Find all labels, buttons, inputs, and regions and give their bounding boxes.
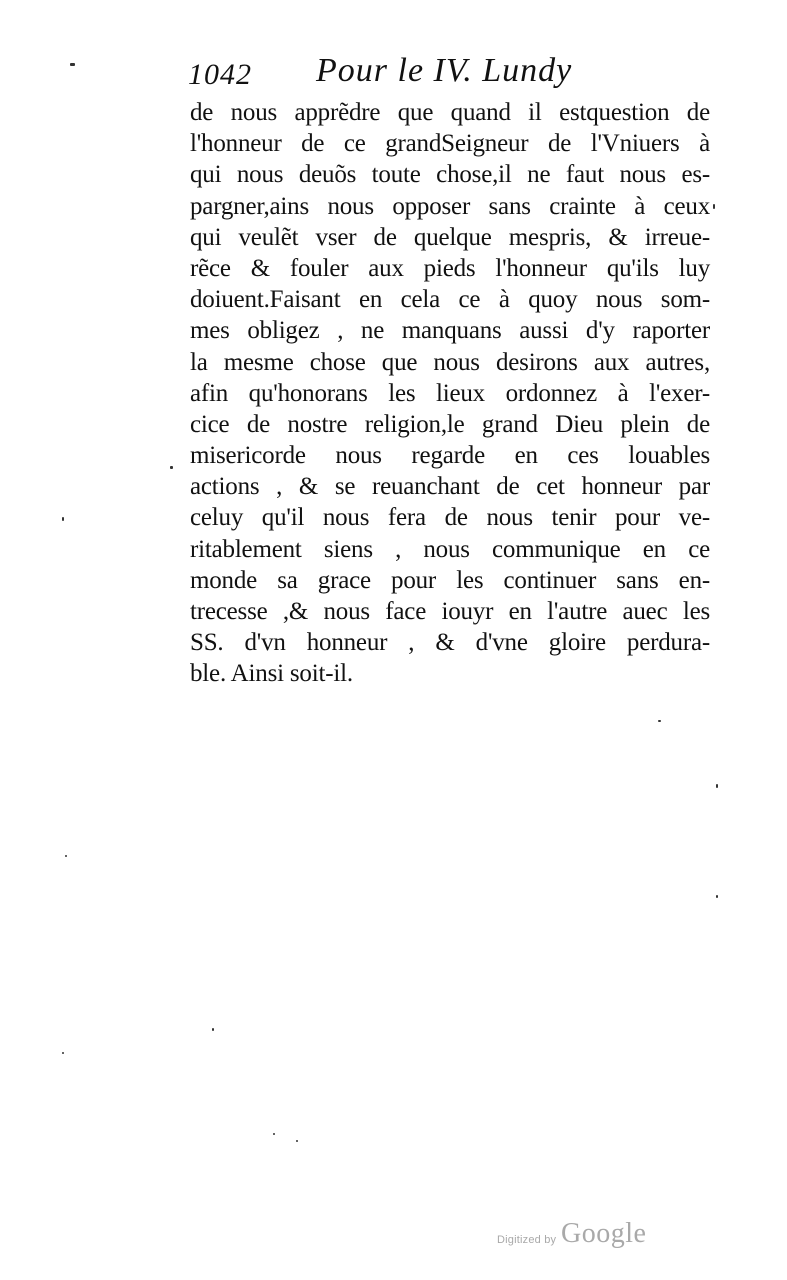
- text-line: monde sa grace pour les continuer sans en-: [190, 566, 710, 594]
- scan-speck: [70, 63, 75, 66]
- text-line: cice de nostre religion,le grand Dieu plein de: [190, 410, 710, 438]
- text-line: mes obligez , ne manquans aussi d'y raporter: [190, 317, 710, 345]
- text-line: doiuent.Faisant en cela ce à quoy nous som-: [190, 286, 710, 314]
- text-line: qui veulẽt vser de quelque mespris, & irreue-: [190, 223, 710, 251]
- scan-speck: [713, 204, 715, 209]
- scan-speck: [170, 466, 173, 469]
- scan-speck: [62, 1052, 64, 1054]
- scan-speck: [273, 1133, 275, 1135]
- text-line: actions , & se reuanchant de cet honneur par: [190, 473, 710, 501]
- body-text: [190, 97, 710, 690]
- text-line: misericorde nous regarde en ces louables: [190, 442, 710, 470]
- scan-speck: [716, 895, 718, 898]
- running-title: Pour le IV. Lundy: [316, 52, 573, 89]
- text-line: qui nous deuõs toute chose,il ne faut nous es-: [190, 161, 710, 189]
- text-line: l'honneur de ce grandSeigneur de l'Vniuers à: [190, 130, 710, 158]
- scan-speck: [658, 720, 661, 722]
- text-line: la mesme chose que nous desirons aux autres,: [190, 348, 710, 376]
- text-line: SS. d'vn honneur , & d'vne gloire perdura-: [190, 629, 710, 657]
- scan-speck: [716, 784, 718, 788]
- text-line: celuy qu'il nous fera de nous tenir pour ve-: [190, 504, 710, 532]
- digitized-watermark: [497, 1218, 667, 1258]
- text-line: pargner,ains nous opposer sans crainte à ceux: [190, 192, 710, 220]
- scan-speck: [62, 517, 64, 521]
- text-line: trecesse ,& nous face iouyr en l'autre auec les: [190, 598, 710, 625]
- text-line: rẽce & fouler aux pieds l'honneur qu'ils luy: [190, 254, 710, 282]
- google-logo: Google: [561, 1218, 647, 1249]
- scan-speck: [212, 1028, 214, 1031]
- watermark-prefix: Digitized by: [497, 1234, 557, 1246]
- text-line: de nous apprẽdre que quand il estquestion de: [190, 99, 710, 126]
- text-line-final: ble. Ainsi soit-il.: [190, 660, 353, 688]
- running-head: [188, 52, 708, 96]
- text-line: afin qu'honorans les lieux ordonnez à l'exer-: [190, 379, 710, 407]
- scan-speck: [296, 1140, 298, 1142]
- text-line: ritablement siens , nous communique en ce: [190, 535, 710, 563]
- page-number: 1042: [188, 58, 252, 91]
- scan-speck: [65, 855, 67, 857]
